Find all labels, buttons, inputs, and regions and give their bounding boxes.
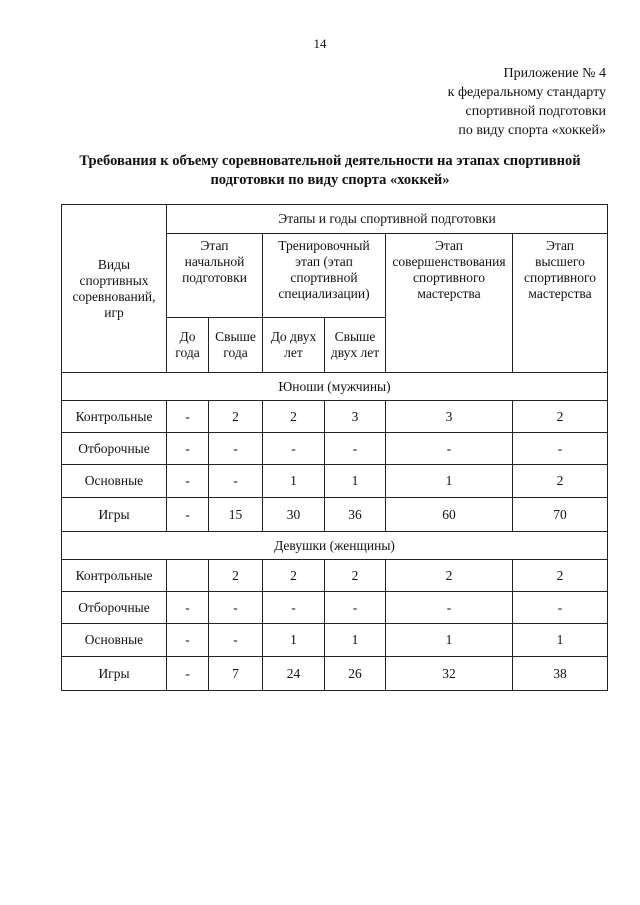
table-cell: 2 [209, 401, 263, 433]
table-cell: 3 [325, 401, 386, 433]
row-label: Отборочные [62, 433, 167, 465]
header-stage-improvement [386, 234, 513, 373]
header-line: начальной [184, 254, 245, 269]
table-cell: - [167, 433, 209, 465]
table-cell: - [263, 433, 325, 465]
header-stages: Этапы и годы спортивной подготовки [167, 205, 608, 234]
header-year [209, 318, 263, 373]
table-cell [167, 560, 209, 592]
header-line: Виды [97, 256, 131, 272]
row-label: Основные [62, 465, 167, 498]
page-number: 14 [313, 36, 327, 51]
header-line: лет [284, 345, 303, 360]
table-row [62, 433, 608, 465]
table-cell: - [513, 592, 608, 624]
header-line: спортивного [413, 270, 485, 285]
header-line: подготовки [182, 270, 247, 285]
appendix-line: Приложение № 4 [503, 66, 606, 81]
title-line: Требования к объему соревновательной деятельности на этапах спортивной [79, 153, 581, 169]
row-label: Основные [62, 624, 167, 657]
header-competition-type [62, 205, 167, 373]
table-cell: - [167, 592, 209, 624]
table-cell: - [386, 592, 513, 624]
header-line: этап (этап [295, 254, 353, 269]
table-cell: 1 [325, 465, 386, 498]
header-year [167, 318, 209, 373]
table-cell: 30 [263, 498, 325, 532]
table-cell: - [209, 592, 263, 624]
table-cell: 1 [263, 624, 325, 657]
table-cell: 1 [325, 624, 386, 657]
table-cell: - [209, 624, 263, 657]
header-line: высшего [535, 254, 585, 269]
table-cell: 2 [263, 560, 325, 592]
table-cell: 1 [386, 624, 513, 657]
row-label: Игры [62, 657, 167, 691]
table-cell: 1 [513, 624, 608, 657]
header-line: Свыше [215, 329, 256, 344]
header-line: соревнований, [72, 288, 156, 304]
header-line: спортивных [79, 272, 149, 288]
table-cell: 32 [386, 657, 513, 691]
header-line: мастерства [417, 286, 481, 301]
table-row [62, 465, 608, 498]
header-line: До [179, 329, 196, 344]
table-cell: 60 [386, 498, 513, 532]
table-cell: 1 [263, 465, 325, 498]
table-cell: - [325, 433, 386, 465]
table-cell: 2 [209, 560, 263, 592]
table-cell: - [167, 465, 209, 498]
header-line: Этап [545, 238, 574, 253]
table-cell: - [167, 498, 209, 532]
appendix-line: по виду спорта «хоккей» [458, 123, 606, 138]
header-line: года [175, 345, 200, 360]
section-header-girls: Девушки (женщины) [62, 532, 608, 560]
table-cell: - [167, 624, 209, 657]
table-cell: 2 [513, 465, 608, 498]
table-row [62, 624, 608, 657]
table-cell: - [386, 433, 513, 465]
header-stage-highest [513, 234, 608, 373]
table-cell: - [325, 592, 386, 624]
table-row [62, 498, 608, 532]
document-title [60, 152, 600, 190]
row-label: Контрольные [62, 560, 167, 592]
requirements-table [61, 204, 608, 691]
section-header-boys: Юноши (мужчины) [62, 373, 608, 401]
header-line: мастерства [528, 286, 592, 301]
row-label: Контрольные [62, 401, 167, 433]
row-label: Игры [62, 498, 167, 532]
table-cell: 70 [513, 498, 608, 532]
table-row [62, 592, 608, 624]
table-row [62, 401, 608, 433]
table-cell: 3 [386, 401, 513, 433]
header-line: Тренировочный [278, 238, 370, 253]
table-cell: 26 [325, 657, 386, 691]
appendix-reference [448, 64, 606, 140]
table-cell: - [167, 401, 209, 433]
header-line: двух лет [330, 345, 380, 360]
table-cell: 2 [263, 401, 325, 433]
header-line: года [223, 345, 248, 360]
header-year [325, 318, 386, 373]
table-row [62, 560, 608, 592]
table-cell: 7 [209, 657, 263, 691]
header-year [263, 318, 325, 373]
header-line: специализации) [278, 286, 370, 301]
row-label: Отборочные [62, 592, 167, 624]
table-cell: 36 [325, 498, 386, 532]
header-line: игр [104, 304, 124, 320]
header-line: Этап [434, 238, 463, 253]
table-cell: - [263, 592, 325, 624]
title-line: подготовки по виду спорта «хоккей» [210, 172, 450, 188]
appendix-line: спортивной подготовки [465, 104, 606, 119]
table-cell: 2 [513, 401, 608, 433]
appendix-line: к федеральному стандарту [447, 85, 606, 100]
table-cell: 1 [386, 465, 513, 498]
header-line: Этап [200, 238, 229, 253]
table-cell: - [209, 433, 263, 465]
header-stage-training [263, 234, 386, 318]
header-line: спортивного [524, 270, 596, 285]
header-line: спортивной [290, 270, 358, 285]
header-line: До двух [270, 329, 317, 344]
table-cell: 15 [209, 498, 263, 532]
header-line: Свыше [334, 329, 376, 344]
table-cell: 2 [325, 560, 386, 592]
table-cell: 2 [513, 560, 608, 592]
table-cell: - [209, 465, 263, 498]
table-cell: - [513, 433, 608, 465]
table-cell: 38 [513, 657, 608, 691]
header-line: совершенствования [392, 254, 506, 269]
table-cell: - [167, 657, 209, 691]
header-stage-initial [167, 234, 263, 318]
table-cell: 24 [263, 657, 325, 691]
table-cell: 2 [386, 560, 513, 592]
table-row [62, 657, 608, 691]
